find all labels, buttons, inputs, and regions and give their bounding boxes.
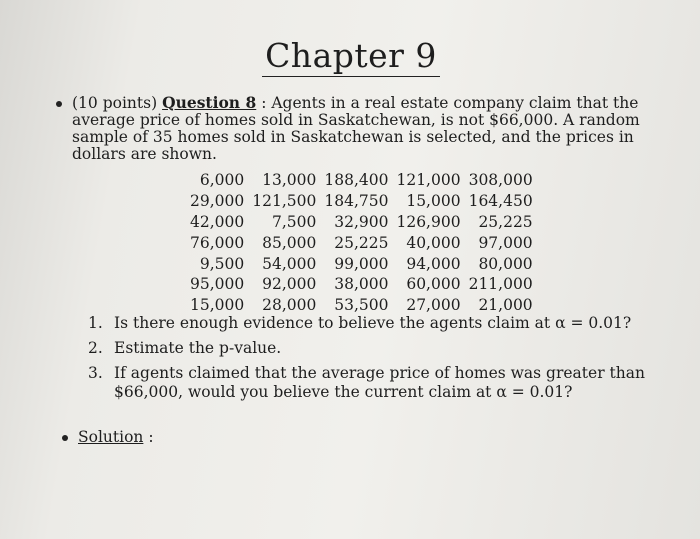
solution-suffix: : [143, 428, 154, 446]
price-cell: 25,225 [478, 212, 533, 231]
price-row [186, 253, 537, 274]
item-number: 3. [88, 364, 103, 382]
price-row [186, 191, 537, 212]
price-cell: 76,000 [190, 233, 245, 252]
price-cell: 97,000 [478, 233, 533, 252]
price-cell: 121,500 [252, 192, 317, 211]
price-cell: 13,000 [262, 171, 317, 190]
item-number: 2. [88, 339, 103, 357]
price-cell: 94,000 [406, 254, 461, 273]
price-cell: 29,000 [190, 192, 245, 211]
chapter-title: Chapter 9 [262, 36, 440, 77]
price-cell: 126,900 [396, 212, 461, 231]
price-row [186, 170, 537, 191]
price-cell: 184,750 [324, 192, 389, 211]
prices-table [186, 170, 537, 316]
price-row [186, 295, 537, 316]
price-cell: 15,000 [190, 296, 245, 315]
price-cell: 80,000 [478, 254, 533, 273]
solution-bullet [62, 435, 68, 441]
price-cell: 99,000 [334, 254, 389, 273]
price-cell: 9,500 [199, 254, 245, 273]
price-cell: 15,000 [406, 192, 461, 211]
price-cell: 164,450 [468, 192, 533, 211]
question-label: Question 8 [162, 93, 257, 112]
price-cell: 21,000 [478, 296, 533, 315]
price-cell: 32,900 [334, 212, 389, 231]
price-cell: 25,225 [334, 233, 389, 252]
price-row [186, 274, 537, 295]
price-cell: 188,400 [324, 171, 389, 190]
price-cell: 211,000 [468, 275, 533, 294]
price-cell: 53,500 [334, 296, 389, 315]
solution-label: Solution [78, 428, 144, 446]
item-text: Estimate the p-value. [114, 339, 282, 357]
question-items [88, 314, 678, 408]
price-cell: 121,000 [396, 171, 461, 190]
question-item [88, 339, 678, 358]
price-cell: 38,000 [334, 275, 389, 294]
question-sep: : [256, 94, 272, 112]
question-text: Agents in a real estate company claim that the average price of homes sold in Saskatchewan, is not $66,000. A random sample of 35 homes sold in Saskatchewan is selected, and the prices in dollars are shown. [72, 94, 640, 163]
price-cell: 95,000 [190, 275, 245, 294]
item-text: Is there enough evidence to believe the agents claim at α = 0.01? [114, 314, 632, 332]
price-cell: 54,000 [262, 254, 317, 273]
price-cell: 27,000 [406, 296, 461, 315]
price-cell: 28,000 [262, 296, 317, 315]
price-row [186, 232, 537, 253]
question-points: (10 points) [72, 94, 158, 112]
price-cell: 85,000 [262, 233, 317, 252]
price-cell: 42,000 [190, 212, 245, 231]
price-cell: 308,000 [468, 171, 533, 190]
solution-heading [78, 428, 154, 446]
item-text: If agents claimed that the average price of homes was greater than $66,000, would you believe the current claim at α = 0.01? [114, 364, 645, 401]
price-cell: 60,000 [406, 275, 461, 294]
price-cell: 7,500 [271, 212, 317, 231]
question-item [88, 364, 678, 402]
question-paragraph [72, 94, 682, 163]
price-row [186, 212, 537, 233]
question-item [88, 314, 678, 333]
price-cell: 6,000 [199, 171, 245, 190]
item-number: 1. [88, 314, 103, 332]
question-bullet [56, 101, 62, 107]
price-cell: 40,000 [406, 233, 461, 252]
price-cell: 92,000 [262, 275, 317, 294]
